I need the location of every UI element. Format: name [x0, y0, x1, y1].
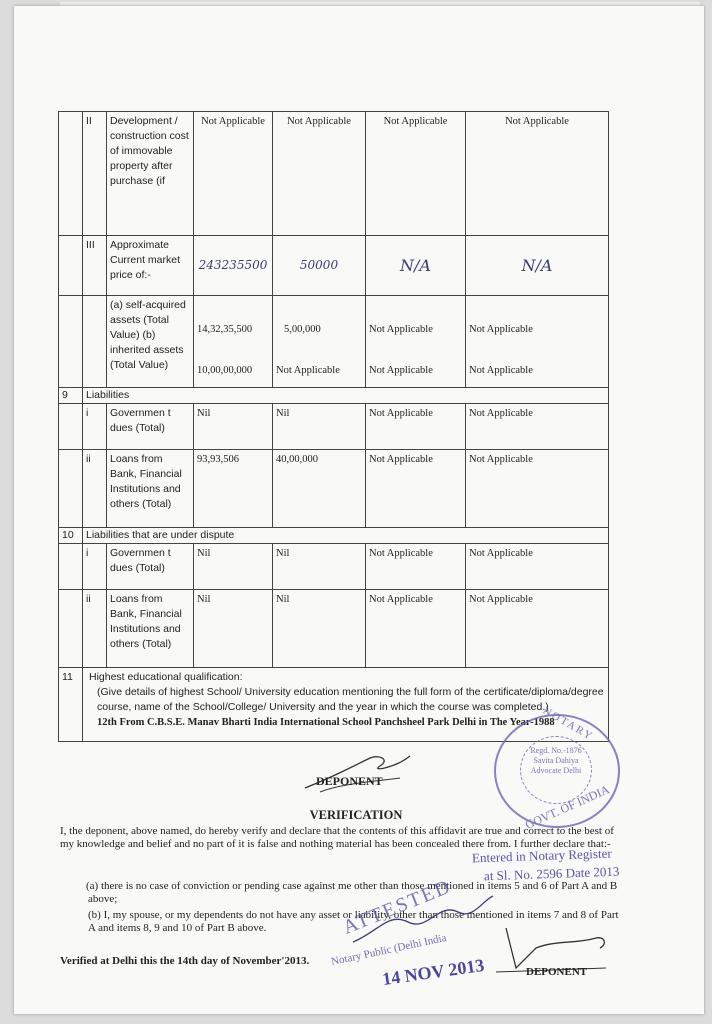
row-desc: Approximate Current market price of:- — [107, 236, 194, 296]
cell: Not Applicable Not Applicable — [366, 296, 466, 388]
deponent-signature — [300, 748, 420, 796]
section-row — [59, 528, 609, 544]
qualification-answer: 12th From C.B.S.E. Manav Bharti India International School Panchsheel Park Delhi in The Year-1988 — [97, 717, 555, 728]
register-stamp-line2: at Sl. No. 2596 Date 2013 — [483, 863, 620, 884]
cell: Not Applicable — [194, 112, 273, 236]
row-sub: i — [83, 404, 107, 450]
cell: Not Applicable — [366, 404, 466, 450]
table-row — [59, 112, 609, 236]
table-row — [59, 404, 609, 450]
row-desc: (a) self-acquired assets (Total Value) (b) inherited assets (Total Value) — [107, 296, 194, 388]
row-number — [59, 296, 83, 388]
table-row — [59, 544, 609, 590]
qualification-title: Highest educational qualification: — [89, 671, 243, 683]
row-number — [59, 544, 83, 590]
verification-intro: I, the deponent, above named, do hereby verify and declare that the contents of this affidavit are true and correct to the best of my knowledge and belief and no part of it is false and nothing material has been concealed there from. I further declare that:- — [60, 825, 614, 850]
cell: Nil — [194, 544, 273, 590]
cell: Not Applicable — [466, 404, 609, 450]
notary-signature — [348, 892, 498, 952]
date-stamp: 14 NOV 2013 — [381, 954, 486, 990]
section-label: Liabilities that are under dispute — [83, 528, 609, 544]
cell: Not Applicable — [466, 450, 609, 528]
cell: 40,00,000 — [273, 450, 366, 528]
row-number: 9 — [59, 388, 83, 404]
seal-top-text: NOTARY — [540, 704, 596, 744]
row-number — [59, 236, 83, 296]
asset-liability-table — [58, 111, 609, 742]
cell: Nil — [273, 590, 366, 668]
cell: Nil — [194, 590, 273, 668]
row-number: 11 — [59, 668, 83, 742]
verified-line: Verified at Delhi this the 14th day of November'2013. — [60, 955, 310, 967]
handwritten-cell: 50000 — [273, 236, 366, 296]
cell: Not Applicable — [366, 544, 466, 590]
deponent-label: DEPONENT — [316, 774, 383, 788]
cell: Not Applicable — [466, 544, 609, 590]
cell: 93,93,506 — [194, 450, 273, 528]
cell: 5,00,000 Not Applicable — [273, 296, 366, 388]
row-desc: Governmen t dues (Total) — [107, 544, 194, 590]
row-desc: Governmen t dues (Total) — [107, 404, 194, 450]
verification-heading: VERIFICATION — [309, 808, 403, 822]
section-row — [59, 388, 609, 404]
cell: Not Applicable — [466, 590, 609, 668]
seal-text: Regd. No.-1876 Savita Dahiya Advocate Delhi — [530, 746, 582, 775]
table-row — [59, 236, 609, 296]
handwritten-cell: N/A — [466, 236, 609, 296]
cell: Not Applicable — [273, 112, 366, 236]
cell: Not Applicable — [366, 112, 466, 236]
handwritten-cell: N/A — [366, 236, 466, 296]
notary-public-stamp: Notary Public (Delhi India — [330, 931, 448, 969]
verification-item-a: (a) there is no case of conviction or pending case against me other than those mentioned in items 5 and 6 of Part A and B above; — [86, 880, 618, 905]
cell: Nil — [273, 544, 366, 590]
cell: Not Applicable — [366, 590, 466, 668]
qualification-detail: (Give details of highest School/ University education mentioning the full form of the certificate/diploma/degree course, name of the School/College/ University and the year in which the course was completed.) — [97, 686, 604, 713]
section-label: Liabilities — [83, 388, 609, 404]
cell: 14,32,35,500 10,00,00,000 — [194, 296, 273, 388]
row-number — [59, 112, 83, 236]
row-sub: III — [83, 236, 107, 296]
row-sub: ii — [83, 590, 107, 668]
row-desc: Loans from Bank, Financial Institutions and others (Total) — [107, 450, 194, 528]
cell: Nil — [194, 404, 273, 450]
deponent-bottom-label: DEPONENT — [526, 966, 588, 978]
cell: Not Applicable Not Applicable — [466, 296, 609, 388]
row-number — [59, 450, 83, 528]
handwritten-cell: 243235500 — [194, 236, 273, 296]
row-number: 10 — [59, 528, 83, 544]
row-number — [59, 404, 83, 450]
verification-item-b: (b) I, my spouse, or my dependents do not have any asset or liability, other than those mentioned in items 7 and 8 of Part A and items 8, 9 and 10 of Part B above. — [88, 909, 619, 934]
table-row — [59, 590, 609, 668]
row-desc: Development / construction cost of immovable property after purchase (if — [107, 112, 194, 236]
row-sub: i — [83, 544, 107, 590]
table-row — [59, 296, 609, 388]
seal-bottom-text: GOVT. OF INDIA — [522, 782, 612, 832]
row-desc: Loans from Bank, Financial Institutions and others (Total) — [107, 590, 194, 668]
row-sub: ii — [83, 450, 107, 528]
table-row — [59, 450, 609, 528]
row-number — [59, 590, 83, 668]
row-sub: II — [83, 112, 107, 236]
cell: Not Applicable — [466, 112, 609, 236]
register-stamp-line1: Entered in Notary Register — [471, 845, 612, 866]
attested-stamp: ATTESTED — [339, 875, 455, 939]
cell: Not Applicable — [366, 450, 466, 528]
cell: Nil — [273, 404, 366, 450]
row-sub — [83, 296, 107, 388]
